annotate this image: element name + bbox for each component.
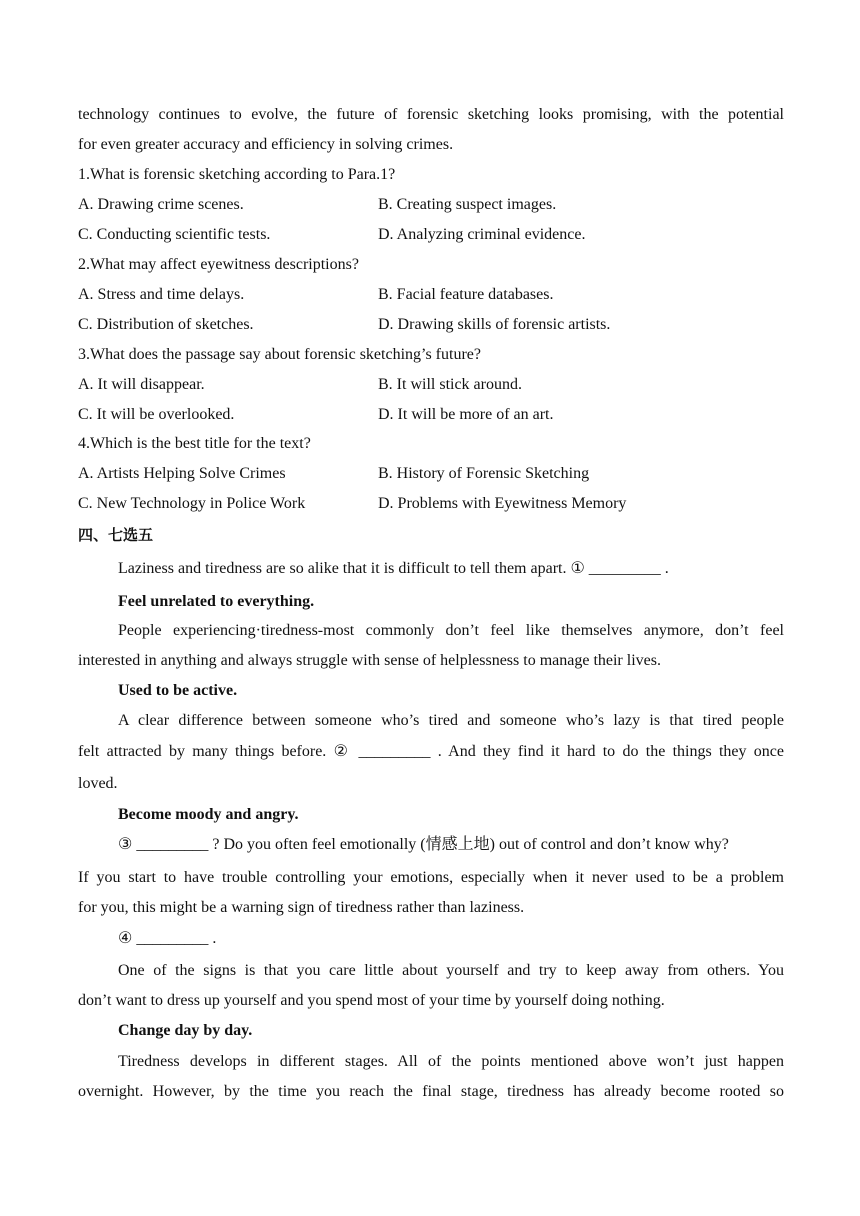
- paragraph-line: If you start to have trouble controlling your emotions, especially when it never used to be a problem: [78, 869, 784, 886]
- subheading: Feel unrelated to everything.: [118, 593, 315, 610]
- option-d: D. Drawing skills of forensic artists.: [378, 316, 611, 333]
- subheading: Change day by day.: [118, 1022, 253, 1039]
- option-b: B. History of Forensic Sketching: [378, 465, 590, 482]
- paragraph-line: for you, this might be a warning sign of tiredness rather than laziness.: [78, 899, 525, 916]
- option-a: A. It will disappear.: [78, 376, 205, 393]
- option-d: D. Analyzing criminal evidence.: [378, 226, 586, 243]
- option-a: A. Drawing crime scenes.: [78, 196, 244, 213]
- question-stem: 3.What does the passage say about forensic sketching’s future?: [78, 346, 481, 363]
- option-d: D. It will be more of an art.: [378, 406, 554, 423]
- intro-paragraph: Laziness and tiredness are so alike that it is difficult to tell them apart. ① _________ .: [118, 560, 669, 577]
- paragraph-line: interested in anything and always struggle with sense of helplessness to manage their lives.: [78, 652, 661, 669]
- option-c: C. New Technology in Police Work: [78, 495, 306, 512]
- paragraph-line: A clear difference between someone who’s tired and someone who’s lazy is that tired people: [118, 712, 784, 729]
- subheading: Become moody and angry.: [118, 806, 299, 823]
- question-stem: 4.Which is the best title for the text?: [78, 435, 311, 452]
- paragraph-line: loved.: [78, 775, 118, 792]
- paragraph-line: don’t want to dress up yourself and you spend most of your time by yourself doing nothing.: [78, 992, 665, 1009]
- passage-line: technology continues to evolve, the future of forensic sketching looks promising, with the potential: [78, 106, 784, 123]
- question-stem: 1.What is forensic sketching according to Para.1?: [78, 166, 396, 183]
- paragraph-line: felt attracted by many things before. ② _________ . And they find it hard to do the things they once: [78, 743, 784, 760]
- option-c: C. Conducting scientific tests.: [78, 226, 271, 243]
- option-b: B. It will stick around.: [378, 376, 522, 393]
- option-c: C. It will be overlooked.: [78, 406, 235, 423]
- option-a: A. Stress and time delays.: [78, 286, 245, 303]
- paragraph-line: ③ _________ ? Do you often feel emotionally (情感上地) out of control and don’t know why?: [118, 836, 729, 853]
- option-b: B. Facial feature databases.: [378, 286, 554, 303]
- paragraph-line: Tiredness develops in different stages. All of the points mentioned above won’t just happen: [118, 1053, 784, 1070]
- option-d: D. Problems with Eyewitness Memory: [378, 495, 627, 512]
- blank-heading: ④ _________ .: [118, 930, 217, 947]
- subheading: Used to be active.: [118, 682, 238, 699]
- option-a: A. Artists Helping Solve Crimes: [78, 465, 286, 482]
- paragraph-line: One of the signs is that you care little about yourself and try to keep away from others. You: [118, 962, 784, 979]
- option-b: B. Creating suspect images.: [378, 196, 557, 213]
- question-stem: 2.What may affect eyewitness descriptions?: [78, 256, 359, 273]
- paragraph-line: People experiencing·tiredness-most commonly don’t feel like themselves anymore, don’t feel: [118, 622, 784, 639]
- option-c: C. Distribution of sketches.: [78, 316, 254, 333]
- passage-line: for even greater accuracy and efficiency in solving crimes.: [78, 136, 454, 153]
- section-heading: 四、七选五: [78, 526, 154, 544]
- paragraph-line: overnight. However, by the time you reach the final stage, tiredness has already become rooted so: [78, 1083, 784, 1100]
